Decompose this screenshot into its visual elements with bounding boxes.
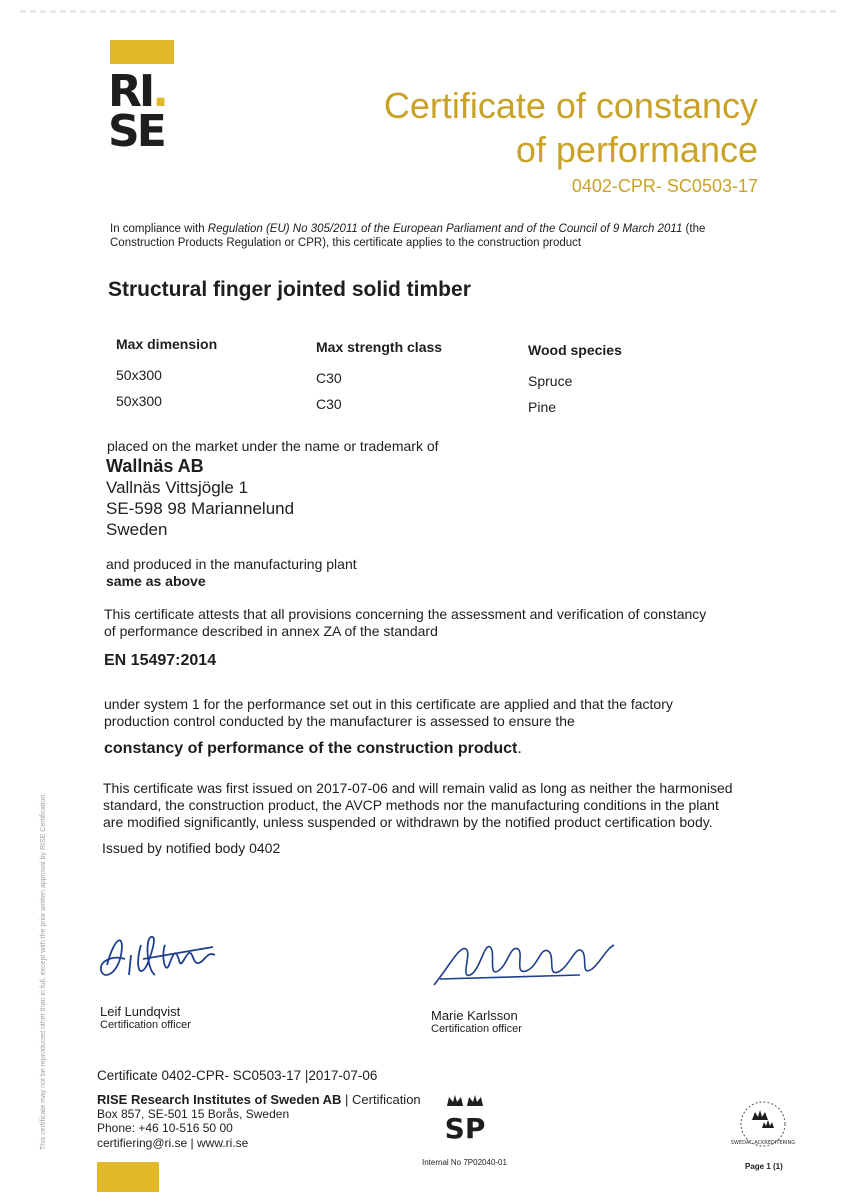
company-address1: Vallnäs Vittsjögle 1 [106, 478, 249, 497]
footer-accent-bar [97, 1162, 159, 1192]
row2-species: Pine [528, 399, 557, 415]
standard-reference: EN 15497:2014 [104, 652, 217, 669]
logo-accent-bar [110, 40, 174, 64]
signatory-1-role: Certification officer [100, 1019, 191, 1031]
attest-text: This certificate attests that all provisions concerning the assessment and verification of constancy of performance described in annex ZA of the standard [104, 606, 707, 639]
product-title: Structural finger jointed solid timber [108, 278, 471, 301]
signatory-2 [431, 1008, 522, 1035]
footer-org: RISE Research Institutes of Sweden AB | Certification [97, 1092, 421, 1107]
side-disclaimer: This certificate may not be reproduced other than in full, except with the prior written approval by RISE Certification. [40, 792, 47, 1150]
header-strength-class: Max strength class [316, 339, 443, 355]
header-wood-species: Wood species [528, 342, 622, 358]
company-address2: SE-598 98 Mariannelund [106, 499, 295, 518]
signature-karlsson [430, 935, 620, 995]
crowns-icon [445, 1092, 485, 1108]
swedac-accreditation-icon [730, 1098, 796, 1154]
header-max-dimension: Max dimension [116, 336, 218, 352]
sp-text: SP [444, 1112, 486, 1145]
signatory-1-name: Leif Lundqvist [100, 1004, 181, 1019]
signature-lundqvist [95, 925, 230, 990]
company-block [106, 456, 294, 540]
scan-edge-strip [20, 10, 840, 13]
page-number: Page 1 (1) [745, 1162, 783, 1171]
row1-dimension: 50x300 [116, 367, 162, 383]
footer-contact [97, 1135, 248, 1151]
footer-phone: Phone: +46 10-516 50 00 [97, 1121, 233, 1135]
certificate-number: 0402-CPR- SC0503-17 [571, 176, 758, 196]
signatory-2-role: Certification officer [431, 1023, 522, 1035]
signatory-2-name: Marie Karlsson [431, 1008, 518, 1023]
company-name: Wallnäs AB [106, 456, 204, 476]
rise-logo: RI. SE [108, 66, 166, 157]
footer-email[interactable]: certifiering@ri.se [97, 1136, 188, 1150]
validity-text: This certificate was first issued on 2017-07-06 and will remain valid as long as neither the harmonised standard, the construction product, the AVCP methods nor the manufacturing conditions in the plant are modified significantly, unless suspended or withdrawn by the notified product certification body. [103, 780, 733, 830]
signatory-1 [100, 1004, 191, 1031]
footer-web[interactable]: | www.ri.se [187, 1136, 249, 1150]
row1-species: Spruce [528, 373, 573, 389]
svg-text:SWEDAC ACKREDITERING: SWEDAC ACKREDITERING [730, 1140, 796, 1146]
compliance-statement: In compliance with Regulation (EU) No 305/2011 of the European Parliament and of the Council of 9 March 2011 (the Construction Products Regulation or CPR), this certificate applies to the construction product [110, 223, 706, 249]
system-text: under system 1 for the performance set out in this certificate are applied and that the factory production control conducted by the manufacturer is assessed to ensure the [104, 696, 673, 729]
constancy-statement: constancy of performance of the construction product. [104, 740, 522, 757]
market-text: placed on the market under the name or trademark of [107, 438, 439, 454]
certificate-title: Certificate of constancy of performance [383, 85, 758, 170]
row2-dimension: 50x300 [116, 393, 162, 409]
row2-strength: C30 [316, 396, 342, 412]
company-country: Sweden [106, 520, 168, 539]
plant-block: and produced in the manufacturing plant same as above [106, 556, 357, 589]
issued-by: Issued by notified body 0402 [102, 840, 281, 856]
internal-number: Internal No 7P02040-01 [422, 1158, 507, 1167]
footer-address: Box 857, SE-501 15 Borås, Sweden [97, 1107, 290, 1121]
footer-cert-ref: Certificate 0402-CPR- SC0503-17 |2017-07-06 [97, 1068, 378, 1083]
row1-strength: C30 [316, 370, 342, 386]
sp-mark [440, 1092, 490, 1143]
